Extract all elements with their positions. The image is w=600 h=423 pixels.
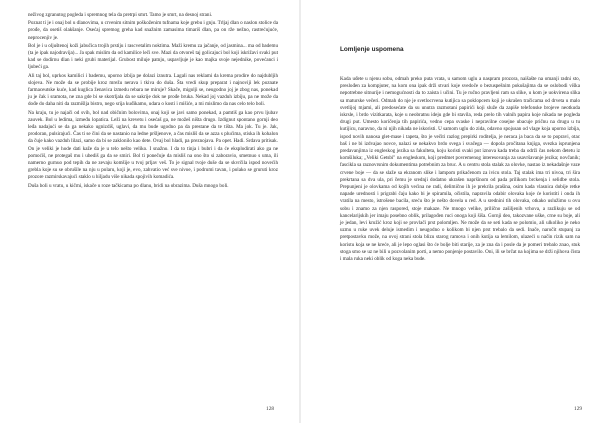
right-page — [300, 0, 600, 423]
paragraph: Poznat ti je i onaj bol u dlanovima, u crvenim sitnim poškoženim tufnama koje grebu i gnju. Trljaj dlan o naslon stolice da prođe, da osetiš olakšanje. Osećaj spremog greha kad snažnim zamasima timariš dlan, pa on rže nežno, rastrećujuće, neprocenjiv je. — [28, 20, 278, 41]
paragraph: Na kraju, tu je najači od svih, bol nad običnim bolovima, onaj koji se javi samo ponekad, a pamtiš ga kao prvu ljubav zauvek. Bol u ledima, između lopatica. Leži na krevetu i osećaš ga, ne možeš ništa drugo. Izdignut spontano gornji deo leđa nadajući se da ga nekako ugnizdiš, uglavi, da mu bude ugodno pa da prestane da te tišta. Ma jok. Tu je. Jak, prodoran, pulsirajući. Čas ti se čini da se nastanio na ledne pršljenove, a čas misliš da se azza s plućima, stiska ih kohalon da čuje kako vazduh lilazi, samo da bi se zaklonilo kao dete. Ovaj bol hladi, pa preznojava. Pa opet. Hadi. Srdava pritisak. On je veliki je hode dati kaže da je u telo nešto veliko. I snažno. I da to tinja i bubri i da će eksplodirati ako ga ne pomoćiš, ne protegaš mu i ubediš ga da se smiri. Bol ti ponečuje da misliš na ono što si zaboravio, smetnuo s uma, ili namerno gurnuo pod tepih da ne zevaju komšije u tvoj prljav veš. To je signal tvoje duše da se skvrčila ispod novećih grebla koje su se obrušile na nju u polaru, koji je, evo, zahvatio već sve nivoe, i podrumi tavan, i polako se gruruti kroz prozore razmirskavajući staklo u hiljadu više nikada spojivih komadića. — [28, 109, 278, 181]
left-page-text — [28, 12, 278, 190]
chapter-title: Lomljenje uspomena — [340, 46, 404, 53]
right-page-text — [340, 76, 580, 263]
paragraph: Kada uđete u njenu sobu, odmah preko puta vrata, u samom uglu a naspram prozora, naišašte na omanji radni sto, preslođen za kompjuter, na kom ona ipak drži stvari koje svedoče o bezuspešnim pokušajima da se oslobodi viška nepotrebne sitnurije i nemogućnosti da to zaista i učini. Tu je ručno pravljeni ram sa slike, u kom je uokvirena slika sa maturske večeri. Odmah do nje je svetlocrvena kutijica sa poklopcem koji je ukrašen tračicama od drveta u malo svetlijoj mjami, ali predosećate da su unutra razmotani papirići koji služe da zapiše telefonske brojeve neotkuda iskrsle, i brdo vizitkarata, koje u neobratnu ideju gde bi stavila, reda prelo tih valnih papira koje nikada ne pogleda drugi put. Umesto koričenja tih papirića, vedno cepa svaske i nepravilne cosejne ubacuje pričnu na drugu u tu kutijicu, naravno, da ni njih nikada ne iskoristi. U samom uglu do zida, odavno spojusan od vlage koja uporno izbija, ispod novih nanosa glet-mase i tapeta, što je večiti razlog prepirki roditelja, je neraca ja baca da se to popravi, otac baš i ne bi izdvajao novce, nalazi se nekakvo brdo svega i svačega — dopola pročitana knjiga, svezka isprunjena predavanjima iz engleskog jezika sa fakulteta, koju koristi svaki put iznova kada treba da održi čas nekom đetetu iz komšiluka; „Veliki Getsbi" na engleskom, koji predmet povremenog interesovanja za usavršavanje jezika; novčanik; fascikla sa raznovrsnim dokumentima potrebnim za bruc. A u centru stola stalak za olovke, nastao iz nekadašnje vaze crvene boje — da se slaže sa ekranom slike i lampom prikačenom za ivicu stola. Taj stalak ima tri nivoa, tri šira prekrtana sa dva ula, pri čemu je srednji dodatno ukrašen napršinom od pada prilikom brckenja i selidbe stola. Prepunjeni je olovkama od kojih većina ne radi, delimično ih je prekrila prašina, osim kada vlasnica dobije retke napade urednosti i prigrabi čaju kako bi je spiramila, očistila, napravila odabir olovaka koje će koristiti i onda ih vratila na mesto, istrošene bacila, sreću što je nešto dovela u red. A u srednini tih olovaka, otkako uslužimo u ovu sobu i znamo za njen raspored, stoje makaze. Ne mnogo velike, prilično zašiljenih vrhova, a razlikuju se od kancelarijskih jer imaju posebno oblik, prilagođen ruci onoga koji šiša. Gornji deo, takozvane uške, crne su boje, ali je jedan, levi kružić kroz koji se provlači prst polomljen. Ne može da se seti kada se polomio, ali ulkoliko je neko uzmu u ruke uvek deluje ismedim i neugodno o kolikom bi njen prst trebalo da sedi. Inače, naročit stupanj za pretpostavku može, na ovoj strani stola blizu starog ramova i onih kutija sa lemilom, ulazeći u način rizik sam na koristu koja se ne kreće, ali je lepo oglasi što će bolje biti starije, za je zna da i posle da je pomeri trebalo znao, stuk stoga smo se uz ne bili u pozvolanim porti, a nemo ponjenje postavilo. Oni, ili se brčat na kojima se drži njihova čista i mala ruka neki oblik od koga neka bude. — [340, 76, 580, 263]
paragraph: neživog zgranutog pogleda i spremnog tela da pretrpi smrt. Tamo je smrt, na desnoj strani. — [28, 12, 213, 18]
paragraph: Duša boli u vratu, u kičmi, iskače u roze tačkicama po dlanu, bridi na obrazima. Duša mnogo boli. — [28, 182, 229, 189]
paragraph: Ali taj bol, uprkos kamilici i bademu, uporno izbija pe dolazi iznutra. Lagali nas reklami da krema prodire do najdubljih slojeva. Ne može da se probije kroz mrežu nerava i tkiva do duša. Šta vredi skup preparat i najnoviji lek poznate farmaceutske kuće, kad kuglica ženavica izmedu rebara ne miruje? Skače, migolji se, neugodno joj je zbog nas, ponekad ju je čak i sramota, ne zna gde bi se skotrljala da se sakrije dok ne prođe bruka. Nekad joj vazduh izbiju, pa ne može da dođe do daha niti da razmišlja bistro, nego srija kuđikamo, udara o kosti i mišiće, a mi mislimo da nas celo telo boli. — [28, 72, 278, 108]
paragraph: Bol je i u oljuštenoj koži jabučica trojih prstiju i rascvetalim noktima. Maži kremu za jačanje, od jasmina... ma od bademu (ta je ipak najodravija)... Ja spak mislim da od kamilice leči sve. Mazi da otvoreš taj golicajuci bol koji iskrižavi svaki put kad se dodirnu dlan i neki grubi materijal. Grubost miluje patnju, uspavljuje je kao majka svoje nejednike, povećanci i ljubeći ga. — [28, 42, 278, 71]
page-number-right: 129 — [574, 406, 583, 412]
page-number-left: 128 — [266, 406, 275, 412]
